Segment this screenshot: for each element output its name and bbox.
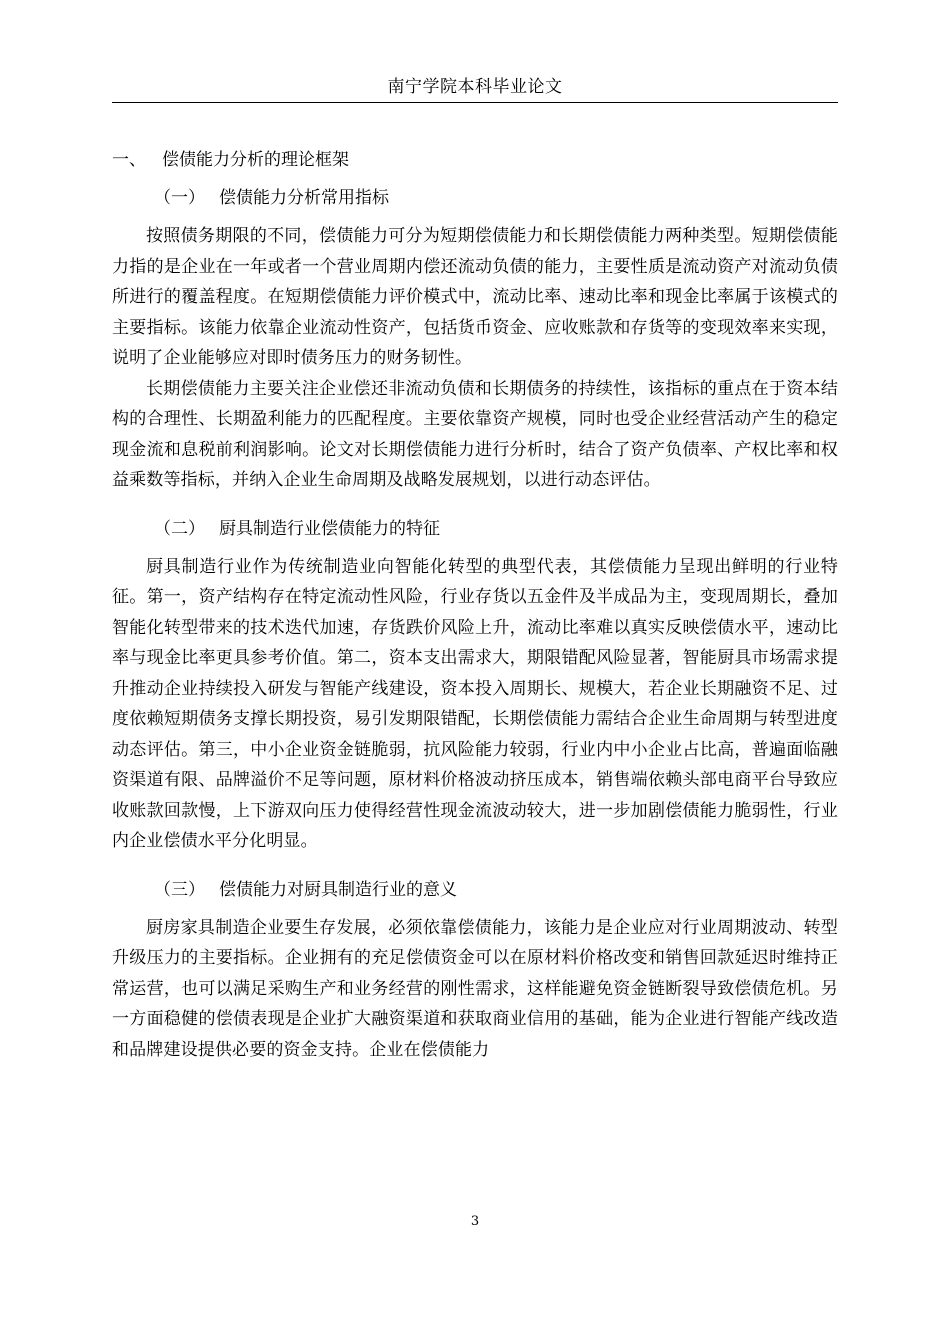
page-number: 3: [470, 1214, 480, 1229]
subsection-number: （三）: [154, 879, 205, 900]
section-title: 偿债能力分析的理论框架: [162, 150, 349, 170]
header-rule: [112, 102, 838, 103]
page-header: [112, 74, 838, 104]
body-paragraph: 厨具制造行业作为传统制造业向智能化转型的典型代表，其偿债能力呈现出鲜明的行业特征。第一，资产结构存在特定流动性风险，行业存货以五金件及半成品为主，变现周期长，叠加智能化转型带来的技术迭代加速，存货跌价风险上升，流动比率难以真实反映偿债水平，速动比率与现金比率更具参考价值。第二，资本支出需求大，期限错配风险显著，智能厨具市场需求提升推动企业持续投入研发与智能产线建设，资本投入周期长、规模大，若企业长期融资不足、过度依赖短期债务支撑长期投资，易引发期限错配，长期偿债能力需结合企业生命周期与转型进度动态评估。第三，中小企业资金链脆弱，抗风险能力较弱，行业内中小企业占比高，普遍面临融资渠道有限、品牌溢价不足等问题，原材料价格波动挤压成本，销售端依赖头部电商平台导致应收账款回款慢，上下游双向压力使得经营性现金流波动较大，进一步加剧偿债能力脆弱性，行业内企业偿债水平分化明显。: [112, 556, 838, 851]
section-number: 一、: [112, 150, 146, 170]
subsection-title: 偿债能力分析常用指标: [219, 188, 389, 208]
body-paragraph: 厨房家具制造企业要生存发展，必须依靠偿债能力，该能力是企业应对行业周期波动、转型升级压力的主要指标。企业拥有的充足偿债资金可以在原材料价格改变和销售回款延迟时维持正常运营，也可以满足采购生产和业务经营的刚性需求，这样能避免资金链断裂导致偿债危机。另一方面稳健的偿债表现是企业扩大融资渠道和获取商业信用的基础，能为企业进行智能产线改造和品牌建设提供必要的资金支持。企业在偿债能力: [112, 917, 838, 1060]
body-paragraph: 按照债务期限的不同，偿债能力可分为短期偿债能力和长期偿债能力两种类型。短期偿债能力指的是企业在一年或者一个营业周期内偿还流动负债的能力，主要性质是流动资产对流动负债所进行的覆盖程度。在短期偿债能力评价模式中，流动比率、速动比率和现金比率属于该模式的主要指标。该能力依靠企业流动性资产，包括货币资金、应收账款和存货等的变现效率来实现，说明了企业能够应对即时债务压力的财务韧性。: [112, 226, 838, 368]
subsection-heading-2: [112, 512, 838, 546]
subsection-title: 偿债能力对厨具制造行业的意义: [219, 879, 457, 900]
body-paragraph: 长期偿债能力主要关注企业偿还非流动负债和长期债务的持续性，该指标的重点在于资本结构的合理性、长期盈利能力的匹配程度。主要依靠资产规模，同时也受企业经营活动产生的稳定现金流和息税前利润影响。论文对长期偿债能力进行分析时，结合了资产负债率、产权比率和权益乘数等指标，并纳入企业生命周期及战略发展规划，以进行动态评估。: [112, 378, 838, 490]
subsection-number: （一）: [154, 188, 205, 208]
subsection-title: 厨具制造行业偿债能力的特征: [219, 518, 440, 539]
document-body: [112, 143, 838, 1065]
subsection-number: （二）: [154, 518, 205, 539]
section-heading: [112, 143, 838, 177]
subsection-heading-3: [112, 873, 838, 907]
subsection-heading-1: [112, 181, 838, 215]
header-title: 南宁学院本科毕业论文: [387, 77, 563, 97]
